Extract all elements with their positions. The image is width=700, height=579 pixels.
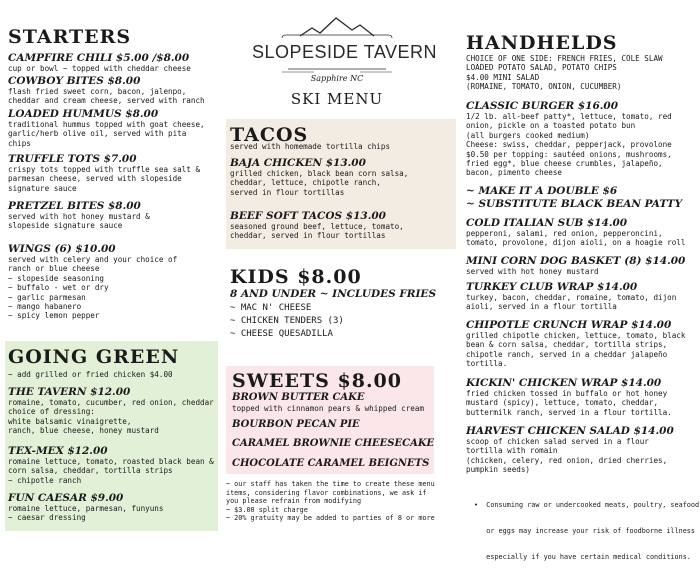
menu-item-truffle-tots	[8, 153, 220, 193]
footer-note: you please refrain from modifying	[226, 497, 362, 506]
item-desc: seasoned ground beef, lettuce, tomato,	[230, 222, 404, 231]
item-desc: cheddar and cream cheese, served with ranch	[8, 96, 205, 106]
item-name: TEX-MEX $12.00	[8, 445, 108, 457]
menu-item-beef-soft-tacos	[230, 210, 456, 241]
item-desc: buttermilk ranch, served in a flour tortilla.	[466, 407, 672, 417]
footer-notes	[226, 480, 456, 523]
item-desc: $0.50 per topping: sautéed onions, mushrooms,	[466, 149, 672, 159]
item-desc: pumpkin seeds)	[466, 465, 531, 475]
item-desc: served with hot honey mustard &	[8, 212, 150, 221]
item-name: PRETZEL BITES $8.00	[8, 200, 141, 212]
handhelds-title: HANDHELDS	[466, 32, 618, 54]
menu-item-cowboy-bites	[8, 75, 220, 106]
intro-line: CHOICE OF ONE SIDE: FRENCH FRIES, COLE SLAW	[466, 54, 663, 63]
item-name: TURKEY CLUB WRAP $14.00	[466, 281, 638, 293]
list-item: ~ CHEESE QUESADILLA	[230, 329, 333, 339]
item-desc: cup or bowl ~ topped with cheddar cheese	[8, 64, 191, 73]
item-desc: tomato, provolone, dijon aioli, on a hoagie roll	[466, 238, 686, 248]
item-desc: ~ slopeside seasoning	[8, 273, 105, 283]
menu-item-the-tavern	[8, 386, 220, 436]
footer-note: ~ our staff has taken the time to create these menu	[226, 480, 435, 488]
option-double: ~ MAKE IT A DOUBLE $6	[466, 185, 618, 197]
item-desc: garlic/herb olive oil, served with pita	[8, 129, 187, 139]
item-name: WINGS (6) $10.00	[8, 243, 116, 255]
item-desc: pepperoni, salami, red onion, pepperoncini,	[466, 229, 663, 238]
footer-note: ~ $3.00 split charge	[226, 505, 308, 514]
item-name: MINI CORN DOG BASKET (8) $14.00	[466, 255, 686, 267]
sweets-title: SWEETS $8.00	[232, 370, 402, 392]
item-name: CHIPOTLE CRUNCH WRAP $14.00	[466, 319, 672, 331]
item-desc: romaine, tomato, cucumber, red onion, cheddar	[8, 398, 214, 407]
kids-title: KIDS $8.00	[230, 266, 362, 288]
intro-line: $4.00 MINI SALAD	[466, 72, 540, 82]
item-desc: romaine lettuce, parmesan, funyuns	[8, 504, 164, 513]
menu-title: SKI MENU	[290, 90, 384, 108]
item-desc: 1/2 lb. all-beef patty*, lettuce, tomato, red	[466, 112, 672, 121]
going-green-note: ~ add grilled or fried chicken $4.00	[8, 370, 173, 379]
footer-note: items, considering flavor combinations, we ask if	[226, 488, 427, 497]
item-desc: ~ buffalo - wet or dry	[8, 283, 109, 293]
item-name: CLASSIC BURGER $16.00	[466, 100, 619, 112]
menu-item-harvest-chicken-salad	[466, 425, 694, 475]
item-name: FUN CAESAR $9.00	[8, 492, 124, 504]
item-name: BEEF SOFT TACOS $13.00	[230, 210, 386, 222]
list-item: ~ CHICKEN TENDERS (3)	[230, 316, 344, 326]
tacos-title: TACOS	[230, 124, 309, 146]
menu-item-classic-burger	[466, 100, 694, 178]
menu-item-mini-corn-dog-basket	[466, 255, 694, 276]
menu-item-caramel-brownie-cheesecake: CARAMEL BROWNIE CHEESECAKE	[232, 438, 435, 449]
menu-item-brown-butter-cake	[232, 392, 456, 413]
item-desc: fried chicken tossed in buffalo or hot honey	[466, 389, 668, 398]
item-desc: fried egg*, blue cheese crumbles, jalapeño,	[466, 159, 663, 169]
item-name: CAMPFIRE CHILI $5.00 /$8.00	[8, 52, 190, 64]
menu-item-pretzel-bites	[8, 200, 220, 231]
item-desc: ranch or blue cheese	[8, 264, 100, 274]
kids-subtitle: 8 AND UNDER ~ INCLUDES FRIES	[230, 288, 437, 300]
menu-item-campfire-chili	[8, 52, 220, 73]
item-desc: bacon, pimento cheese	[466, 168, 563, 178]
menu-item-chipotle-crunch-wrap	[466, 319, 694, 369]
item-desc: ~ mango habanero	[8, 302, 82, 312]
food-safety-warning	[474, 484, 700, 579]
item-desc: onion, pickle on a toasted potato bun	[466, 121, 636, 131]
item-name: HARVEST CHICKEN SALAD $14.00	[466, 425, 674, 437]
item-desc: white balsamic vinaigrette,	[8, 416, 132, 426]
warning-line: • Consuming raw or undercooked meats, poultry, seafood	[474, 501, 700, 510]
item-name: BROWN BUTTER CAKE	[232, 392, 365, 403]
item-desc: aioli, served in a flour tortilla	[466, 302, 617, 312]
item-desc: served with celery and your choice of	[8, 255, 178, 264]
footer-note: ~ 20% gratuity may be added to parties of 8 or more	[226, 514, 435, 523]
menu-item-turkey-club-wrap	[466, 281, 694, 312]
item-desc: corn salsa, cheddar, tortilla strips	[8, 466, 173, 476]
item-desc: cheddar, lettuce, chipotle ranch,	[230, 178, 381, 188]
item-name: KICKIN' CHICKEN WRAP $14.00	[466, 377, 662, 389]
logo-name: SLOPESIDE TAVERN	[252, 42, 438, 62]
menu-item-bourbon-pecan-pie: BOURBON PECAN PIE	[232, 419, 360, 430]
item-desc: topped with cinnamon pears & whipped cream	[232, 404, 425, 413]
menu-item-kickin-chicken-wrap	[466, 377, 694, 417]
item-desc: Cheese: swiss, cheddar, pepperjack, provolone	[466, 140, 672, 150]
item-name: THE TAVERN $12.00	[8, 386, 131, 398]
list-item: ~ MAC N' CHEESE	[230, 303, 312, 313]
handhelds-intro	[466, 54, 694, 92]
item-desc: romaine lettuce, tomato, roasted black bean &	[8, 457, 214, 466]
going-green-title: GOING GREEN	[8, 346, 180, 368]
item-desc: signature sauce	[8, 183, 77, 193]
item-name: COWBOY BITES $8.00	[8, 75, 141, 87]
item-desc: traditional hummus topped with goat cheese,	[8, 120, 205, 129]
item-desc: ~ caesar dressing	[8, 513, 86, 523]
logo	[252, 14, 438, 114]
intro-line: LOADED POTATO SALAD, POTATO CHIPS	[466, 63, 617, 73]
item-name: BAJA CHICKEN $13.00	[230, 157, 366, 169]
item-desc: chipotle ranch, served in a cheddar jalapeño	[466, 349, 668, 359]
item-desc: turkey, bacon, cheddar, romaine, tomato, dijon	[466, 293, 677, 302]
item-desc: tortilla with romain	[466, 446, 558, 456]
item-desc: cheddar, served in flour tortillas	[230, 231, 386, 241]
item-desc: bean & corn salsa, cheddar, tortilla strips,	[466, 340, 668, 350]
kids-list	[230, 302, 456, 341]
item-desc: slopeside signature sauce	[8, 221, 123, 231]
menu-item-chocolate-caramel-beignets: CHOCOLATE CARAMEL BEIGNETS	[232, 458, 430, 469]
menu-item-cold-italian-sub	[466, 217, 694, 248]
item-desc: ~ spicy lemon pepper	[8, 311, 100, 321]
warning-line: or eggs may increase your risk of foodborne illness	[474, 526, 695, 535]
menu-item-tex-mex	[8, 445, 220, 485]
item-name: TRUFFLE TOTS $7.00	[8, 153, 137, 165]
item-desc: grilled chipotle chicken, lettuce, tomato, black	[466, 331, 686, 340]
item-desc: tortilla.	[466, 359, 508, 369]
item-desc: grilled chicken, black bean corn salsa,	[230, 169, 409, 178]
item-desc: parmesan cheese, served with slopeside	[8, 174, 182, 184]
item-desc: crispy tots topped with truffle sea salt &	[8, 165, 201, 174]
item-desc: served in flour tortillas	[230, 187, 345, 197]
item-desc: served with hot honey mustard	[466, 267, 599, 276]
tacos-note: served with homemade tortilla chips	[230, 142, 391, 151]
item-name: LOADED HUMMUS $8.00	[8, 108, 159, 120]
item-desc: ~ garlic parmesan	[8, 292, 86, 302]
warning-line: especially if you have certain medical conditions.	[474, 552, 691, 561]
item-desc: (chicken, celery, red onion, dried cherries,	[466, 455, 668, 465]
item-desc: choice of dressing:	[8, 407, 95, 417]
item-desc: ranch, blue cheese, honey mustard	[8, 426, 159, 436]
item-desc: scoop of chicken salad served in a flour	[466, 437, 649, 446]
item-desc: flash fried sweet corn, bacon, jalenpo,	[8, 87, 187, 96]
item-desc: chips	[8, 138, 31, 148]
intro-line: (ROMAINE, TOMATO, ONION, CUCUMBER)	[466, 82, 622, 92]
menu-item-fun-caesar	[8, 492, 220, 523]
item-desc: ~ chipotle ranch	[8, 475, 82, 485]
item-desc: mustard (spicy), lettuce, tomato, cheddar,	[466, 398, 659, 408]
menu-item-baja-chicken	[230, 157, 456, 197]
option-black-bean: ~ SUBSTITUTE BLACK BEAN PATTY	[466, 198, 683, 210]
item-name: COLD ITALIAN SUB $14.00	[466, 217, 628, 229]
menu-item-loaded-hummus	[8, 108, 220, 148]
starters-title: STARTERS	[8, 26, 132, 48]
logo-location: Sapphire NC	[310, 74, 364, 83]
item-desc: (all burgers cooked medium)	[466, 130, 590, 140]
menu-item-wings	[8, 243, 220, 321]
